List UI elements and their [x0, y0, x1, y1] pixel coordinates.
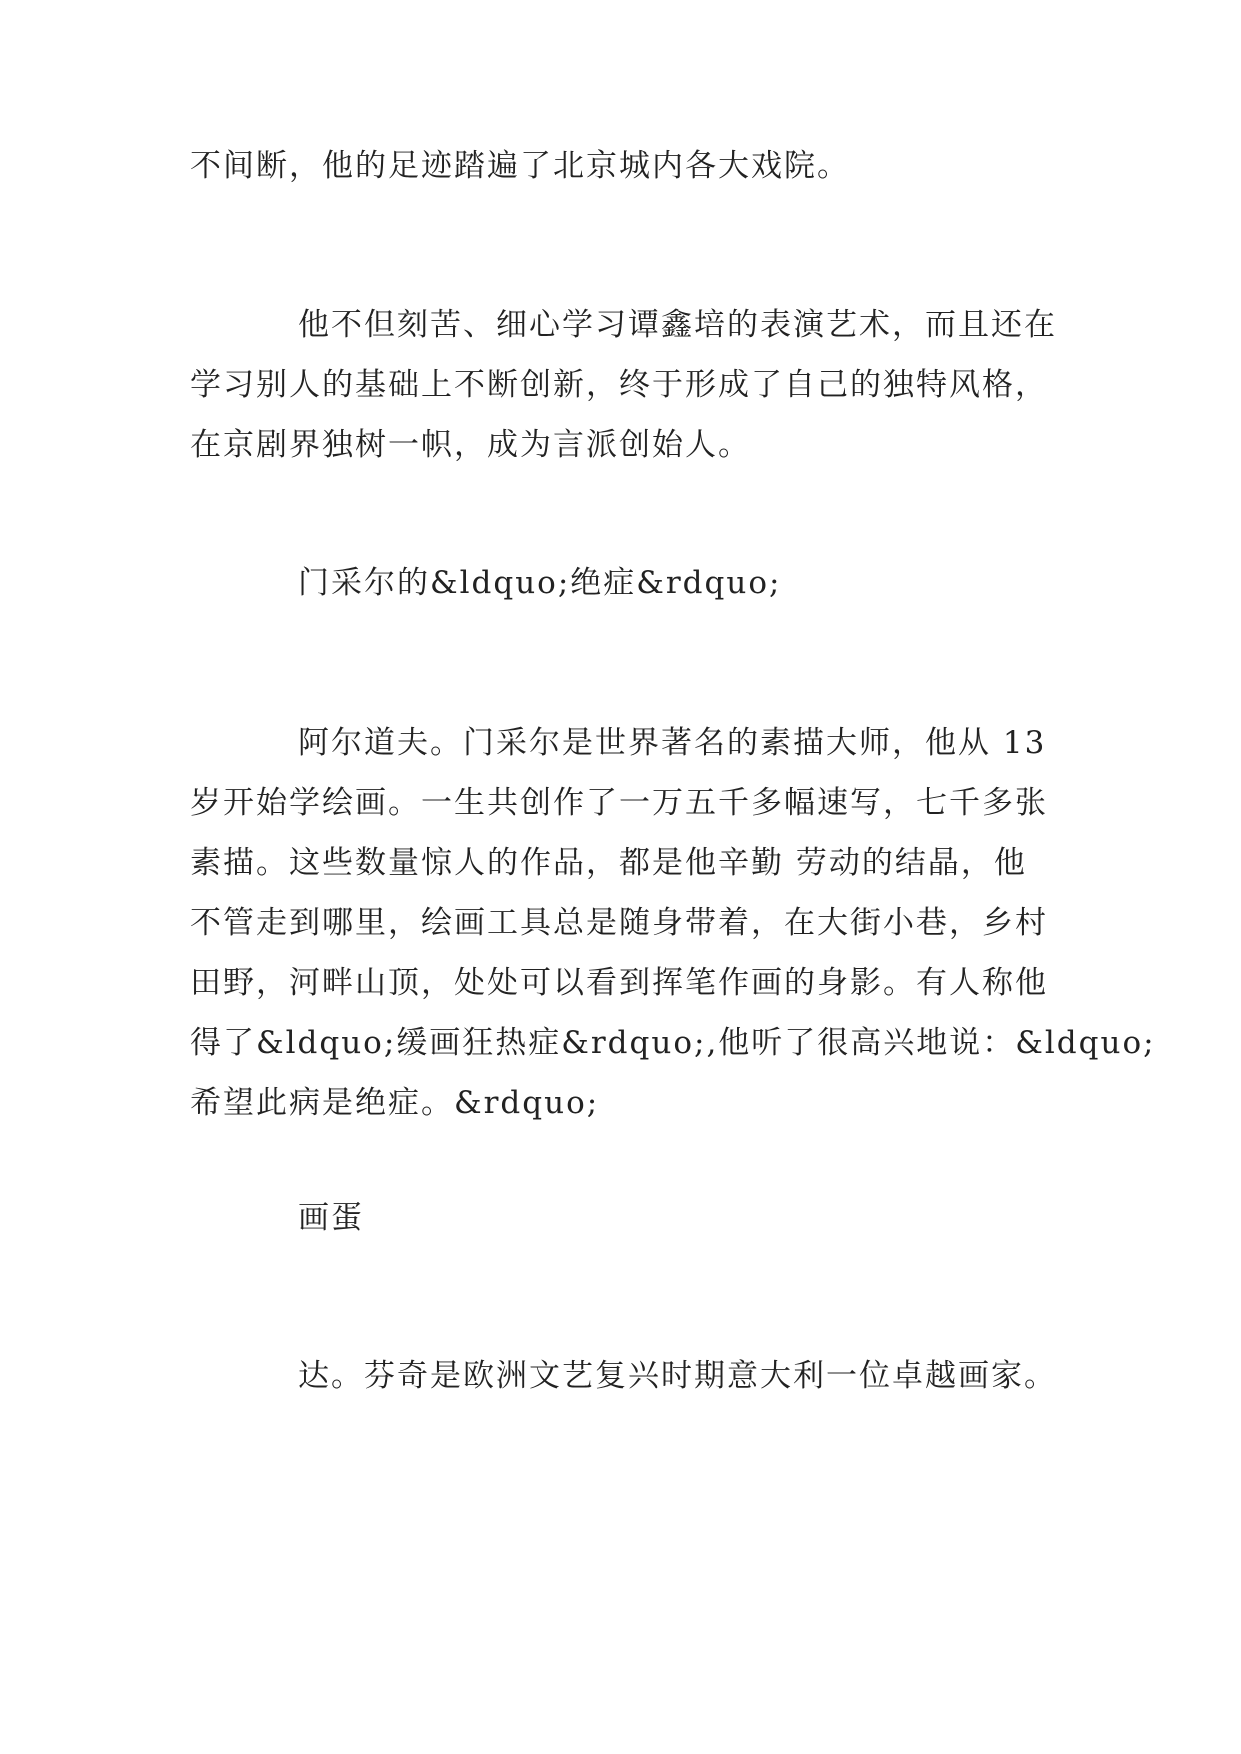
- text-line: 岁开始学绘画。一生共创作了一万五千多幅速写，七千多张: [190, 785, 1048, 821]
- text-line: 他不但刻苦、细心学习谭鑫培的表演艺术，而且还在: [298, 307, 1057, 343]
- text-line: 达。芬奇是欧洲文艺复兴时期意大利一位卓越画家。: [298, 1358, 1057, 1394]
- text-line: 阿尔道夫。门采尔是世界著名的素描大师，他从 13: [298, 725, 1047, 761]
- text-line: 得了&ldquo;缓画狂热症&rdquo;,他听了很高兴地说：&ldquo;: [190, 1025, 1156, 1061]
- text-line: 学习别人的基础上不断创新，终于形成了自己的独特风格，: [190, 367, 1048, 403]
- section-heading-drawing-eggs: [190, 1188, 1070, 1248]
- text-line: 画蛋: [298, 1200, 364, 1236]
- paragraph-menzel: [190, 713, 1156, 1133]
- text-line: 希望此病是绝症。&rdquo;: [190, 1085, 600, 1121]
- paragraph-yan-jupeng: [190, 295, 1070, 475]
- text-line: 在京剧界独树一帜，成为言派创始人。: [190, 427, 751, 463]
- paragraph-continuation: [190, 136, 1070, 196]
- text-line: 不间断，他的足迹踏遍了北京城内各大戏院。: [190, 148, 850, 184]
- text-line: 不管走到哪里，绘画工具总是随身带着，在大街小巷，乡村: [190, 905, 1048, 941]
- section-heading-menzel: [190, 553, 1070, 613]
- text-line: 田野，河畔山顶，处处可以看到挥笔作画的身影。有人称他: [190, 965, 1048, 1001]
- paragraph-da-vinci: [190, 1346, 1070, 1406]
- text-line: 素描。这些数量惊人的作品，都是他辛勤 劳动的结晶，他: [190, 845, 1027, 881]
- text-line: 门采尔的&ldquo;绝症&rdquo;: [298, 565, 782, 601]
